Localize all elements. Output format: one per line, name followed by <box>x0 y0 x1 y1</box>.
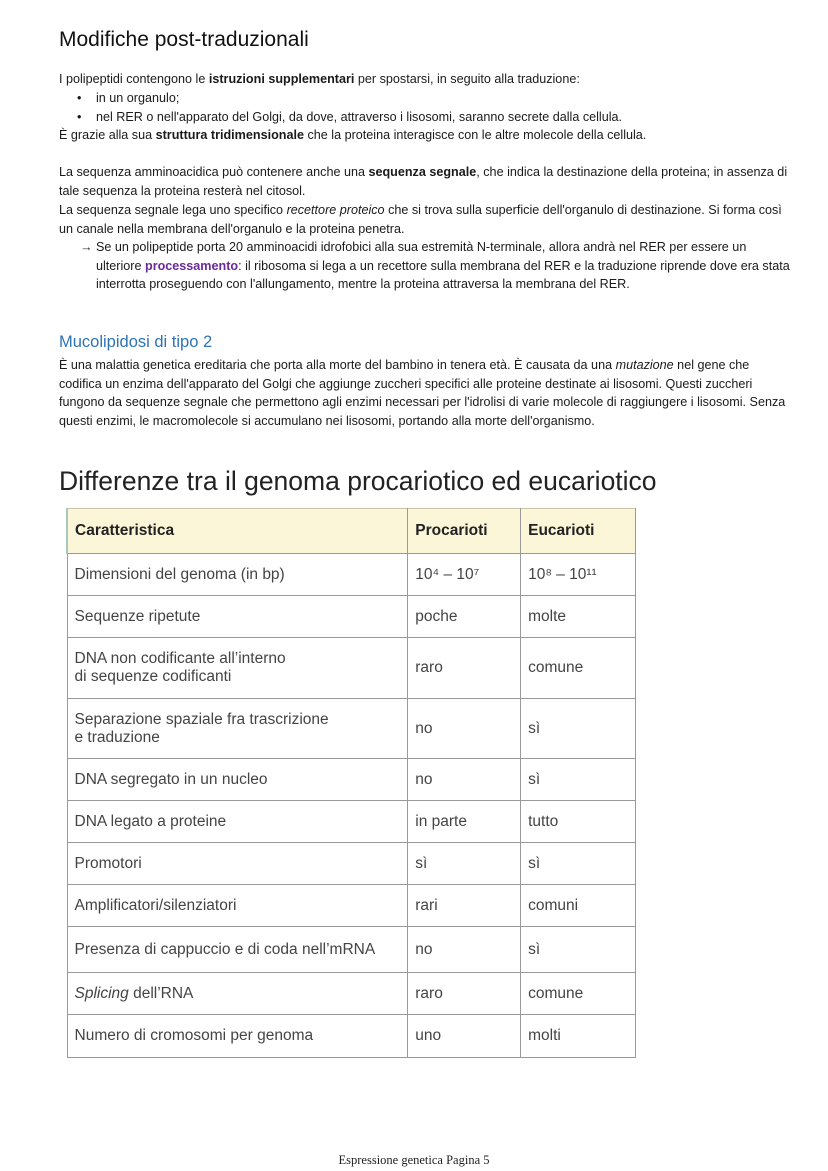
table-cell: Amplificatori/silenziatori <box>67 885 408 927</box>
table-cell: Promotori <box>67 843 408 885</box>
table-cell: rari <box>408 885 521 927</box>
table-cell: DNA non codificante all’interno di sequenze codificanti <box>67 638 408 699</box>
table-cell: molte <box>521 596 636 638</box>
genome-comparison-table <box>66 508 636 1058</box>
receptor-paragraph: La sequenza segnale lega uno specifico recettore proteico che si trova sulla superficie dell'organulo di destinazione. Si forma così un canale nella membrana dell'organulo e la proteina penetra. <box>59 203 782 236</box>
table-row <box>67 927 636 973</box>
table-cell: sì <box>521 759 636 801</box>
table-cell: comune <box>521 973 636 1015</box>
table-row <box>67 973 636 1015</box>
table-cell: no <box>408 699 521 759</box>
table-cell: Dimensioni del genoma (in bp) <box>67 554 408 596</box>
table-cell: comuni <box>521 885 636 927</box>
table-cell: uno <box>408 1015 521 1058</box>
table-row <box>67 596 636 638</box>
table-cell: Numero di cromosomi per genoma <box>67 1015 408 1058</box>
section-title-mucolipidosis: Mucolipidosi di tipo 2 <box>59 333 213 351</box>
table-cell: Splicing dell’RNA <box>67 973 408 1015</box>
table-cell: 10⁸ – 10¹¹ <box>521 554 636 596</box>
table-cell: molti <box>521 1015 636 1058</box>
table-header-row <box>67 509 636 554</box>
table-cell: raro <box>408 638 521 699</box>
signal-sequence-paragraph: La sequenza amminoacidica può contenere anche una sequenza segnale, che indica la destinazione della proteina; in assenza di tale sequenza la proteina resterà nel citosol. <box>59 165 788 198</box>
section-title-post-translational: Modifiche post-traduzionali <box>59 28 309 51</box>
intro-paragraph: I polipeptidi contengono le istruzioni supplementari per spostarsi, in seguito alla traduzione: <box>59 72 580 86</box>
table-cell: tutto <box>521 801 636 843</box>
mucolipidosis-paragraph: È una malattia genetica ereditaria che porta alla morte del bambino in tenera età. È causata da una mutazione nel gene che codifica un enzima dell'apparato del Golgi che aggiunge zuccheri specifici alle proteine destinate ai lisosomi. Questi zuccheri fungono da sequenze segnale che permettono agli enzimi necessari per l'idrolisi di varie molecole di raggiungere i lisosomi. Senza questi enzimi, le macromolecole si accumulano nei lisosomi, portando alla morte dell'organismo. <box>59 358 786 428</box>
table-row <box>67 638 636 699</box>
table-cell: Presenza di cappuccio e di coda nell’mRNA <box>67 927 408 973</box>
table-row <box>67 801 636 843</box>
document-page: Modifiche post-traduzionali I polipeptidi contengono le istruzioni supplementari per spostarsi, in seguito alla traduzione: • in un organulo; • nel RER o nell'apparato del Golgi, da dove, attraverso i lisosomi, saranno secrete dalla cellula. È grazie alla sua struttura tridimensionale che la proteina interagisce con le altre molecole della cellula. La sequenza amminoacidica può contenere anche una sequenza segnale, che indica la destinazione della proteina; in assenza di tale sequenza la proteina resterà nel citosol. La sequenza segnale lega uno specifico recettore proteico che si trova sulla superficie dell'organulo di destinazione. Si forma così un canale nella membrana dell'organulo e la proteina penetra. → Se un polipeptide porta 20 amminoacidi idrofobici alla sua estremità N-terminale, allora andrà nel RER per essere un ulteriore processamento: il ribosoma si lega a un recettore sulla membrana del RER e la traduzione riprende dove era stata interrotta proseguendo con l'allungamento, mentre la proteina attraversa la membrana del RER. Mucolipidosi di tipo 2 È una malattia genetica ereditaria che porta alla morte del bambino in tenera età. È causata da una mutazione nel gene che codifica un enzima dell'apparato del Golgi che aggiunge zuccheri specifici alle proteine destinate ai lisosomi. Questi zuccheri fungono da sequenze segnale che permettono agli enzimi necessari per l'idrolisi di varie molecole di raggiungere i lisosomi. Senza questi enzimi, le macromolecole si accumulano nei lisosomi, portando alla morte dell'organismo. Differenze tra il genoma procariotico ed eucariotico Caratteristica Procarioti Eucarioti Dimensioni del genoma (in bp) 10⁴ – 10⁷ 10⁸ – 10¹¹ Sequenze ripetute poche molte DNA non codificante all’interno di sequenze codificanti raro comune Separazione spaziale fra trascrizione e traduzione no sì DNA segregato in un nucleo no sì DNA legato a proteine in parte tutto Promotori sì sì Amplificatori/silenziatori rari comuni Presenza di cappuccio e di coda nell’mRNA no sì Splicing dell’RNA raro comune Numero di cromosomi per genoma uno molti Espressione genetica Pagina 5 <box>0 0 828 1171</box>
table-cell: raro <box>408 973 521 1015</box>
table-cell: sì <box>521 927 636 973</box>
highlighted-term: processamento <box>145 258 239 273</box>
table-cell: comune <box>521 638 636 699</box>
section-title-genome-differences: Differenze tra il genoma procariotico ed eucariotico <box>59 466 657 496</box>
page-footer: Espressione genetica Pagina 5 <box>338 1153 490 1167</box>
table-cell: sì <box>521 843 636 885</box>
table-row <box>67 843 636 885</box>
header-prokaryotes: Procarioti <box>408 509 521 554</box>
structure-paragraph: È grazie alla sua struttura tridimensionale che la proteina interagisce con le altre molecole della cellula. <box>59 128 647 142</box>
table-cell: no <box>408 927 521 973</box>
table-row <box>67 759 636 801</box>
arrow-item-text: Se un polipeptide porta 20 amminoacidi idrofobici alla sua estremità N-terminale, allora andrà nel RER per essere un ulteriore processamento: il ribosoma si lega a un recettore sulla membrana del RER e la traduzione riprende dove era stata interrotta proseguendo con l'allungamento, mentre la proteina attraversa la membrana del RER. <box>96 240 790 292</box>
header-eukaryotes: Eucarioti <box>521 509 636 554</box>
table-cell: sì <box>408 843 521 885</box>
table-row <box>67 1015 636 1058</box>
table-row <box>67 554 636 596</box>
table-cell: in parte <box>408 801 521 843</box>
table-row <box>67 885 636 927</box>
bullet-icon: • <box>77 91 82 105</box>
table-row <box>67 699 636 759</box>
table-cell: DNA legato a proteine <box>67 801 408 843</box>
table-cell: DNA segregato in un nucleo <box>67 759 408 801</box>
table-cell: sì <box>521 699 636 759</box>
table-cell: no <box>408 759 521 801</box>
bullet-icon: • <box>77 110 82 124</box>
arrow-right-icon: → <box>80 240 93 254</box>
table-cell: Sequenze ripetute <box>67 596 408 638</box>
header-characteristic: Caratteristica <box>67 509 408 554</box>
table-cell: Separazione spaziale fra trascrizione e traduzione <box>67 699 408 759</box>
table-cell: poche <box>408 596 521 638</box>
table-cell: 10⁴ – 10⁷ <box>408 554 521 596</box>
